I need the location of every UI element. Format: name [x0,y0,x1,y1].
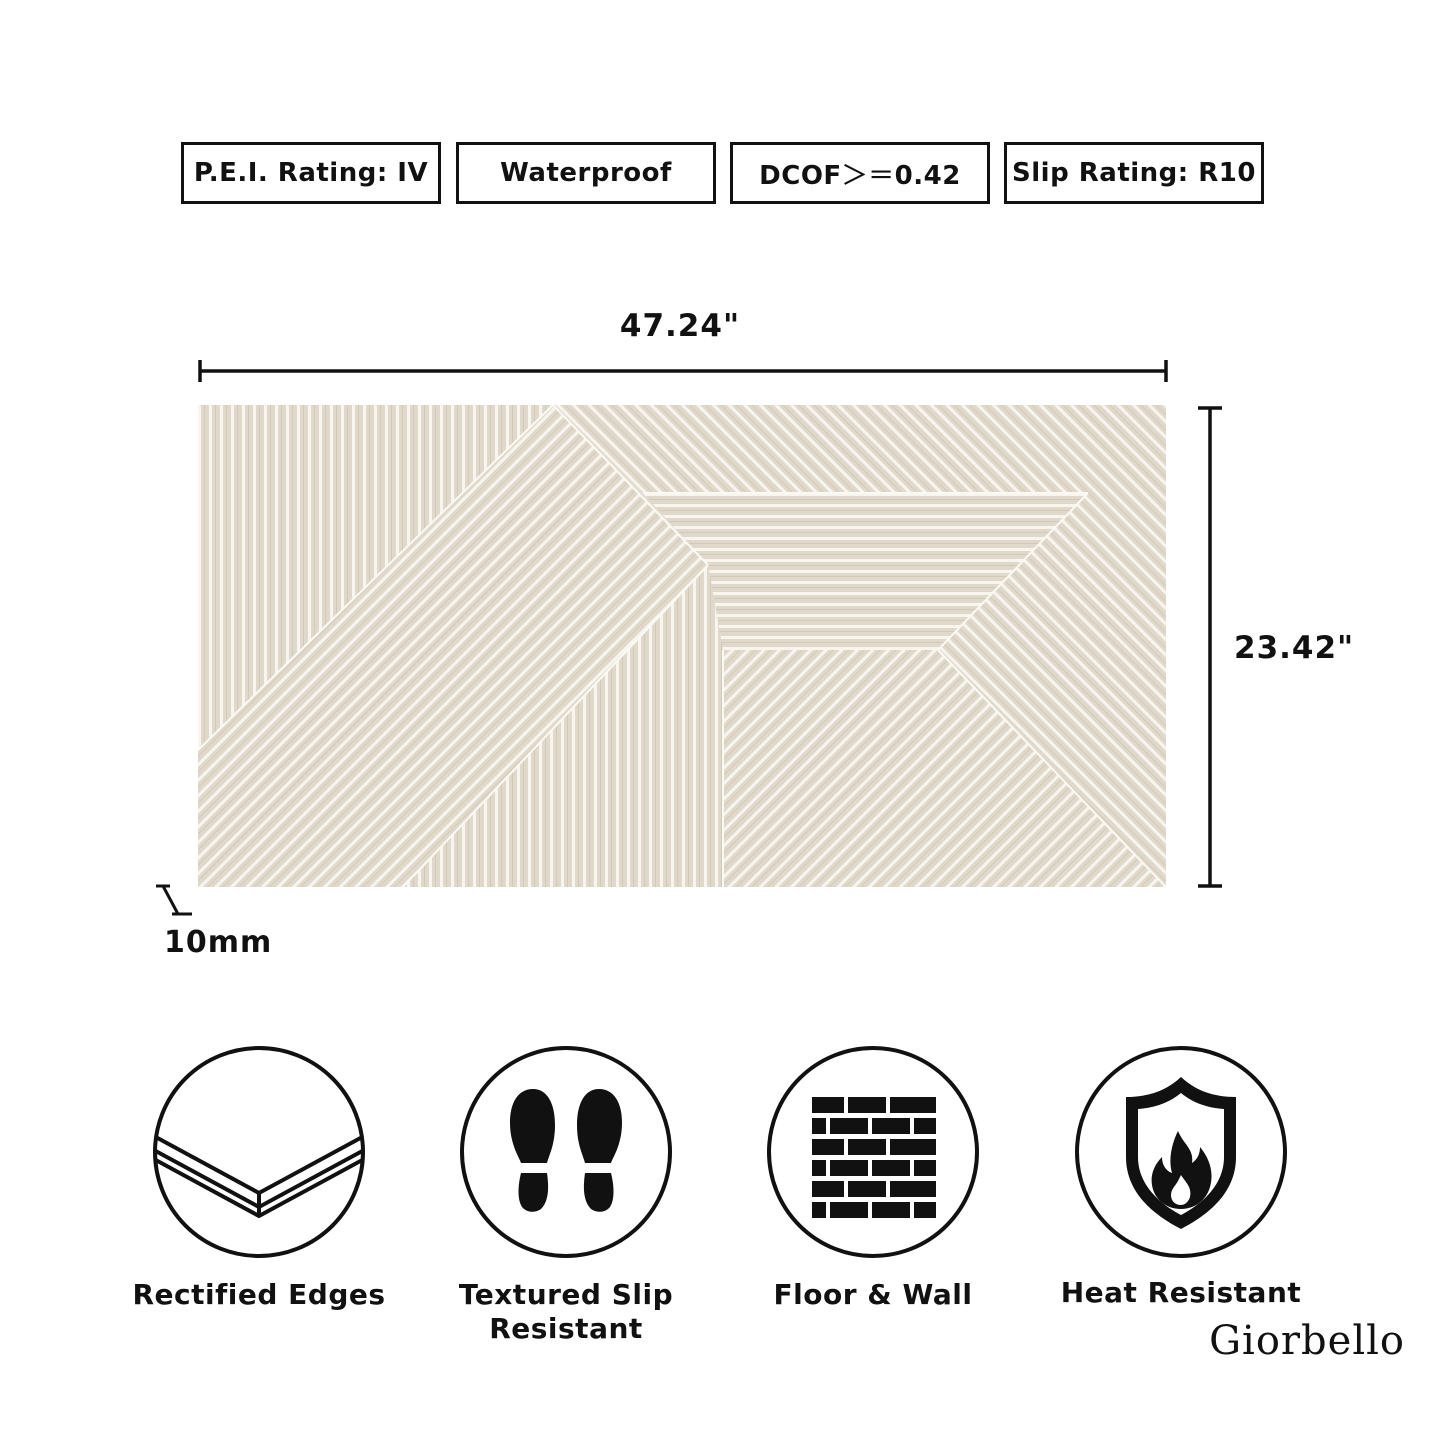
feature-floor-wall [766,1045,980,1259]
feature-heat-resistant [1074,1045,1288,1259]
feature-label-line1: Heat Resistant [1060,1276,1302,1309]
brand-logo-text: Giorbello [1209,1318,1405,1364]
thickness-marker [150,880,200,920]
feature-label-line1: Textured Slip [458,1278,674,1311]
badge-slip-rating [1004,142,1264,204]
feature-label-line1: Rectified Edges [132,1278,386,1311]
thickness-label: 10mm [164,925,273,960]
badge-waterproof [456,142,716,204]
feature-slip-resistant [459,1045,673,1259]
fire-shield-icon [1074,1045,1288,1259]
feature-label [416,1278,716,1346]
brick-wall-icon [766,1045,980,1259]
tile-image [198,405,1166,887]
rectified-edges-icon [152,1045,366,1259]
badge-label: P.E.I. Rating: IV [193,158,429,188]
height-dimension-label: 23.42" [1234,630,1355,666]
width-dimension-label: 47.24" [619,308,741,344]
feature-label [109,1278,409,1312]
badge-pei-rating [181,142,441,204]
feature-label-line2: Resistant [489,1312,643,1345]
badge-label: Waterproof [500,158,672,188]
feature-label [1031,1276,1331,1310]
badge-label: Slip Rating: R10 [1012,158,1256,188]
footprints-icon [459,1045,673,1259]
badge-label: DCOF＞＝0.42 [759,160,961,191]
width-dimension-line [196,358,1170,384]
height-dimension-line [1196,405,1224,889]
feature-rectified-edges [152,1045,366,1259]
feature-label [723,1278,1023,1312]
feature-label-line1: Floor & Wall [773,1278,973,1311]
badge-dcof [730,142,990,204]
